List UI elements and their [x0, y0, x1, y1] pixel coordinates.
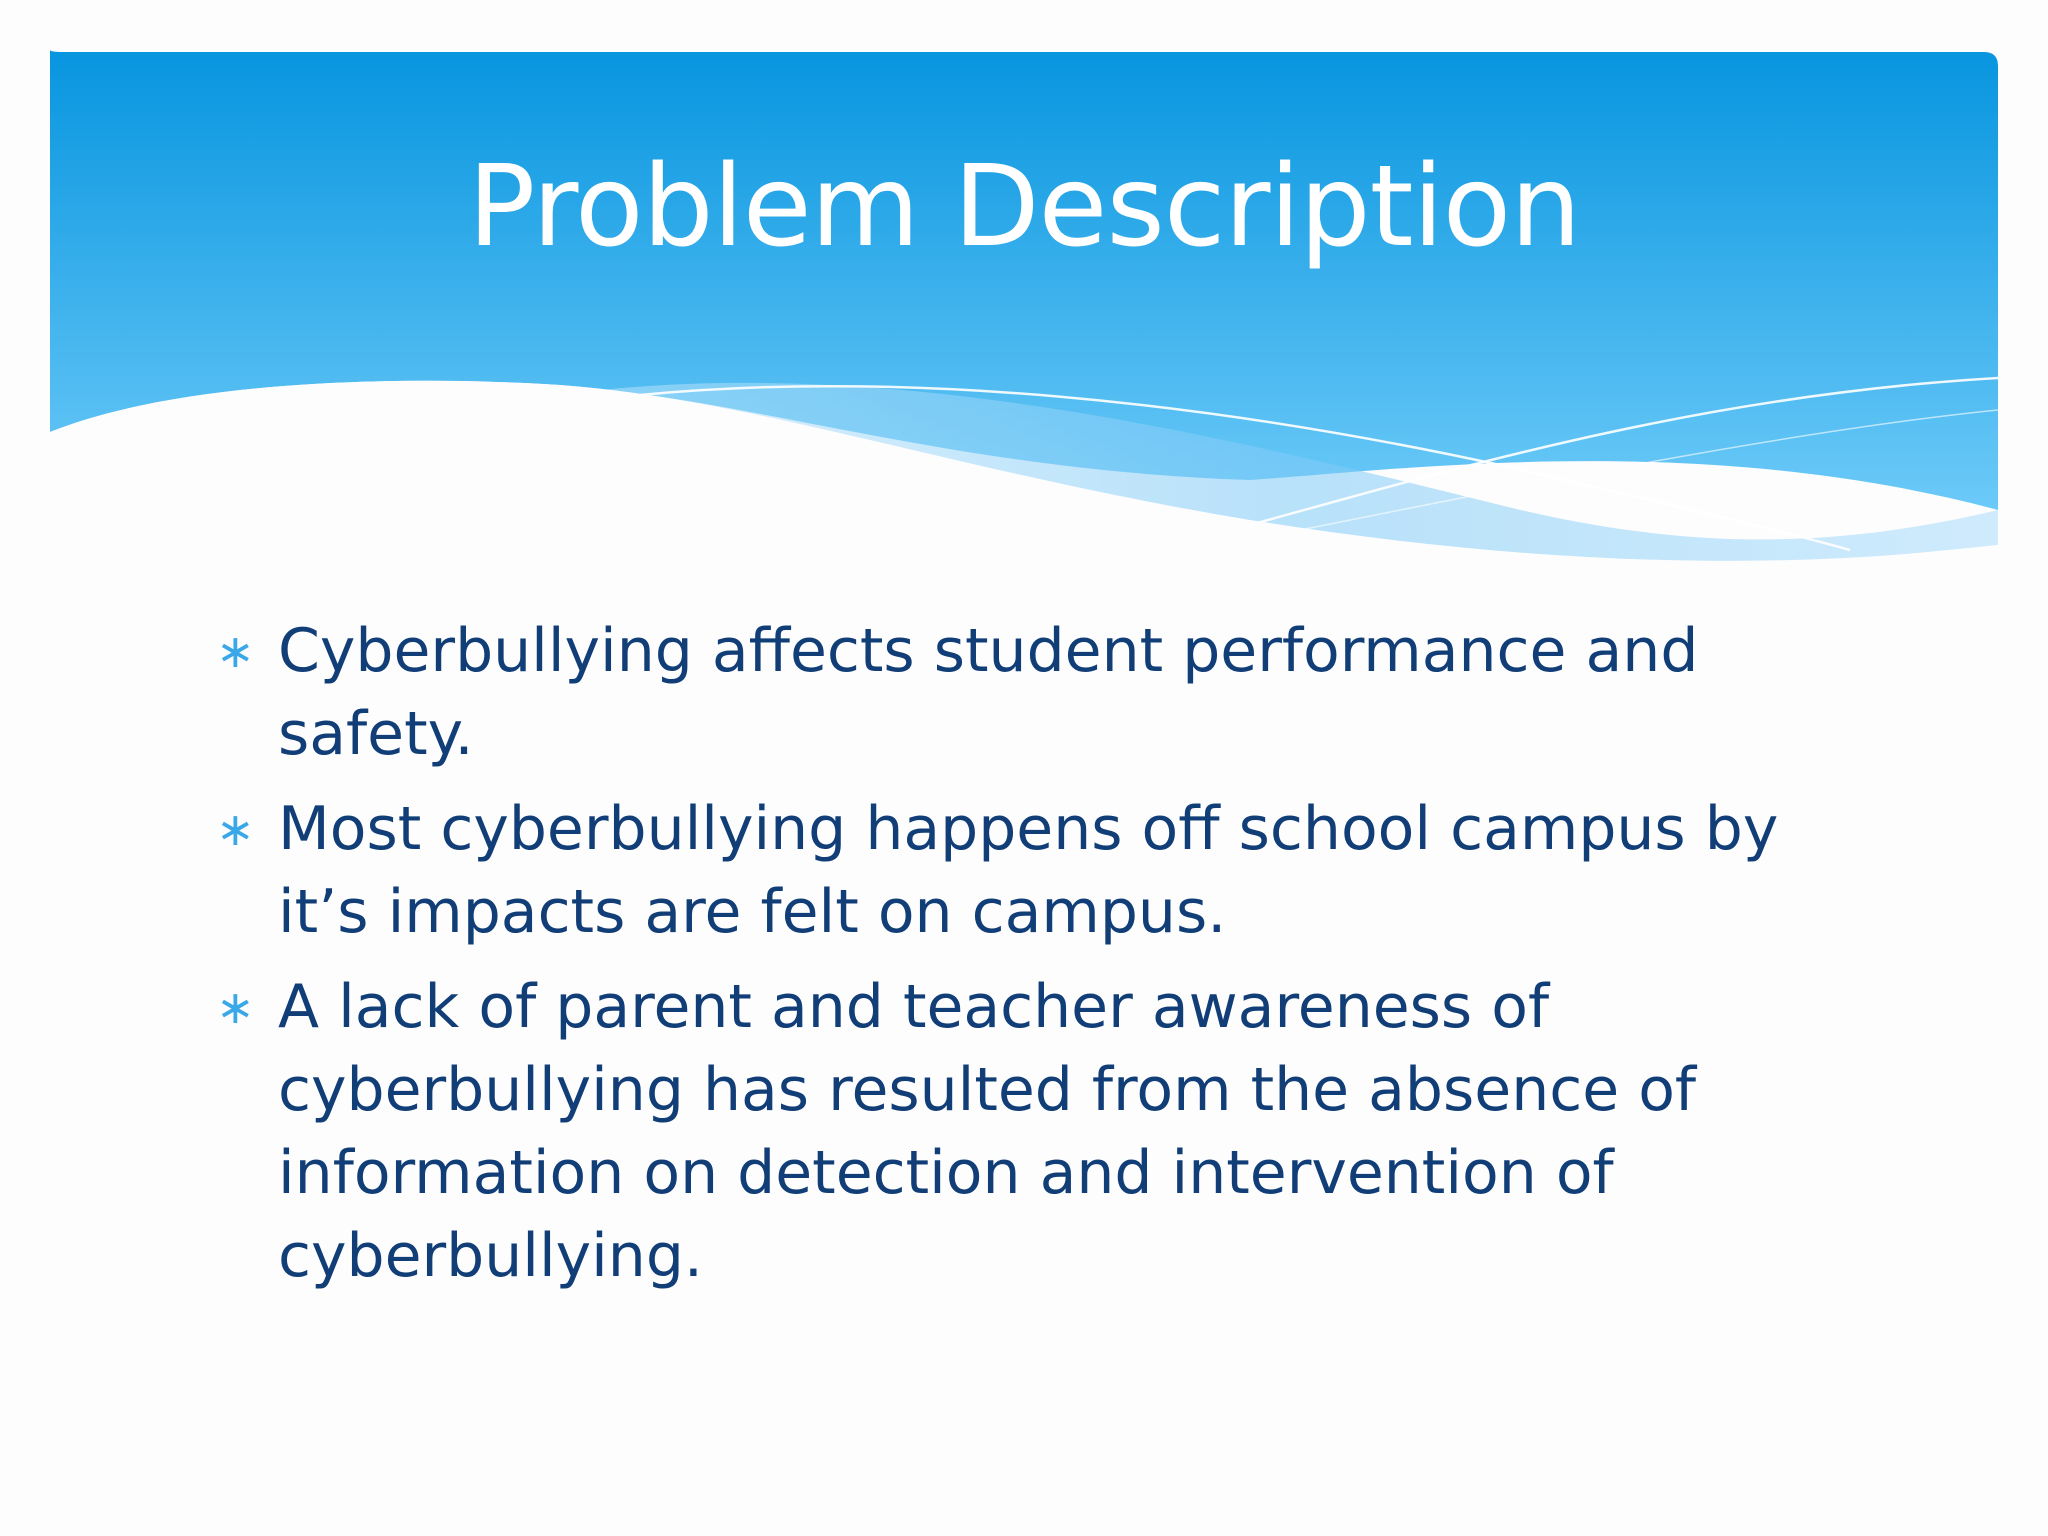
bullet-item: [216, 788, 1856, 954]
bullet-text: Cyberbullying affects student performance and safety.: [278, 616, 1699, 769]
bullet-text: A lack of parent and teacher awareness of cyberbullying has resulted from the absence of information on detection and intervention of cyberbullying.: [278, 972, 1697, 1291]
asterisk-bullet-icon: ∗: [216, 624, 255, 678]
bullet-item: [216, 966, 1856, 1298]
asterisk-bullet-icon: ∗: [216, 980, 255, 1034]
bullet-item: [216, 610, 1856, 776]
bullet-list: [216, 610, 1856, 1310]
asterisk-bullet-icon: ∗: [216, 802, 255, 856]
bullet-text: Most cyberbullying happens off school campus by it’s impacts are felt on campus.: [278, 794, 1779, 947]
header-wave-graphic: [0, 0, 2048, 600]
slide-title: Problem Description: [467, 142, 1581, 272]
